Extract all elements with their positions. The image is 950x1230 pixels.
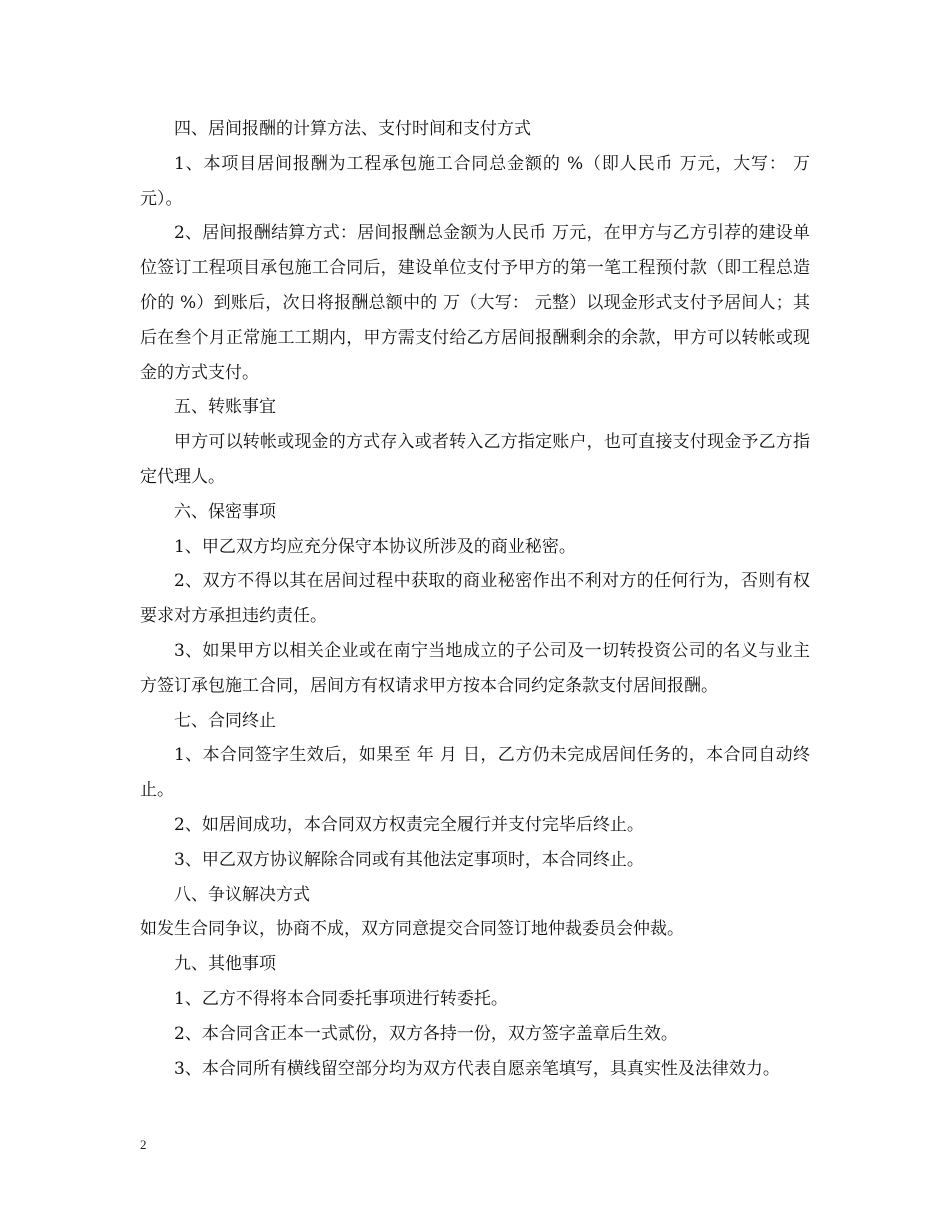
document-body: [140, 112, 810, 1086]
paragraph: 3、本合同所有横线留空部分均为双方代表自愿亲笔填写，具真实性及法律效力。: [174, 1058, 780, 1079]
paragraph: 2、双方不得以其在居间过程中获取的商业秘密作出不利对方的任何行为，否则有权要求对方承担违约责任。: [140, 571, 810, 627]
paragraph: 1、甲乙双方均应充分保守本协议所涉及的商业秘密。: [174, 536, 576, 557]
page-number: 2: [140, 1137, 147, 1152]
paragraph: 3、甲乙双方协议解除合同或有其他法定事项时，本合同终止。: [174, 849, 644, 870]
paragraph: 1、乙方不得将本合同委托事项进行转委托。: [174, 988, 508, 1009]
paragraph: 六、保密事项: [174, 501, 276, 522]
paragraph: 3、如果甲方以相关企业或在南宁当地成立的子公司及一切转投资公司的名义与业主方签订承包施工合同，居间方有权请求甲方按本合同约定条款支付居间报酬。: [140, 640, 810, 696]
paragraph: 2、本合同含正本一式贰份，双方各持一份，双方签字盖章后生效。: [174, 1023, 678, 1044]
paragraph: 九、其他事项: [174, 954, 276, 975]
paragraph: 五、转账事宜: [174, 397, 276, 418]
paragraph: 2、居间报酬结算方式：居间报酬总金额为人民币 万元，在甲方与乙方引荐的建设单位签订工程项目承包施工合同后，建设单位支付予甲方的第一笔工程预付款（即工程总造价的 %）到账后，次日将报酬总额中的 万（大写： 元整）以现金形式支付予居间人；其后在叁个月正常施工工期内，甲方需支付给乙方居间报酬剩余的余款，甲方可以转帐或现金的方式支付。: [140, 223, 810, 383]
paragraph: 如发生合同争议，协商不成，双方同意提交合同签订地仲裁委员会仲裁。: [140, 919, 684, 940]
paragraph: 1、本合同签字生效后，如果至 年 月 日，乙方仍未完成居间任务的，本合同自动终止。: [140, 745, 810, 801]
paragraph: 八、争议解决方式: [174, 884, 310, 905]
paragraph: 七、合同终止: [174, 710, 276, 731]
paragraph: 四、居间报酬的计算方法、支付时间和支付方式: [174, 119, 531, 139]
paragraph: 2、如居间成功，本合同双方权责完全履行并支付完毕后终止。: [174, 814, 644, 835]
paragraph: 甲方可以转帐或现金的方式存入或者转入乙方指定账户，也可直接支付现金予乙方指定代理人。: [140, 432, 810, 487]
paragraph: 1、本项目居间报酬为工程承包施工合同总金额的 %（即人民币 万元，大写： 万元）。: [140, 153, 810, 209]
